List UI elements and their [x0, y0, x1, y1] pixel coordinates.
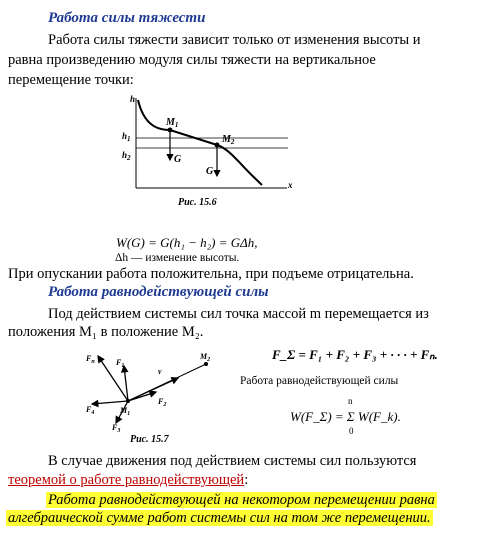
- f1-label: $F_1$: [116, 358, 125, 369]
- f2-label: $F_2$: [158, 397, 167, 408]
- m1-label: $M_1$: [120, 406, 131, 417]
- paragraph-line: Работа силы тяжести зависит только от изменения высоты и: [48, 32, 421, 48]
- fn-label: $F_n$: [86, 354, 95, 365]
- h1-label: $h_1$: [122, 131, 131, 143]
- highlighted-statement: Работа равнодействующей на некотором перемещении равна: [48, 492, 435, 508]
- force-f4-arrow: [92, 401, 128, 404]
- axis-x-label: x: [288, 180, 293, 190]
- highlighted-statement: алгебраической сумме работ системы сил на том же перемещении.: [8, 510, 431, 526]
- f4-label: $F_4$: [86, 405, 95, 416]
- point-m1: [126, 399, 130, 403]
- axis-h-label: h: [130, 94, 136, 104]
- paragraph-line: При опускании работа положительна, при подъеме отрицательна.: [8, 266, 414, 282]
- heading-gravity-work: Работа силы тяжести: [48, 10, 206, 26]
- h2-label: $h_2$: [122, 150, 131, 162]
- figure-caption: Рис. 15.6: [178, 197, 217, 208]
- paragraph-line: положения M₁ в положение M₂.: [8, 324, 204, 340]
- highlighted-line: [46, 490, 437, 510]
- paragraph-line: Под действием системы сил точка массой m перемещается из: [48, 306, 429, 322]
- figure-15-7: [78, 346, 228, 441]
- g1-label: G: [174, 154, 182, 165]
- highlighted-line: [6, 508, 433, 528]
- m1-label: $M_1$: [166, 117, 179, 129]
- paragraph-line: В случае движения под действием системы сил пользуются: [48, 453, 417, 469]
- resultant-work-label: Работа равнодействующей силы: [240, 375, 399, 387]
- sum-upper-limit: n: [348, 396, 353, 406]
- trajectory-curve: [138, 100, 262, 185]
- resultant-sum-formula: F_Σ = F₁ + F₂ + F₃ + · · · + Fₙ.: [272, 347, 438, 362]
- resultant-work-formula: W(F_Σ) = Σ W(F_k).: [290, 409, 401, 424]
- m2-label: $M_2$: [222, 134, 235, 146]
- gravity-work-formula: W(G) = G(h₁ − h₂) = GΔh,: [116, 235, 258, 250]
- v-label: v: [158, 367, 162, 376]
- m2-label: $M_2$: [200, 352, 211, 363]
- sum-lower-limit: 0: [349, 426, 354, 436]
- velocity-arrow: [128, 378, 178, 401]
- paragraph-line: равна произведению модуля силы тяжести на вертикальное: [8, 52, 376, 68]
- theorem-link-line: теоремой о работе равнодействующей:: [8, 472, 249, 488]
- heading-resultant-work: Работа равнодействующей силы: [48, 284, 269, 300]
- theorem-link[interactable]: теоремой о работе равнодействующей: [8, 472, 245, 488]
- paragraph-line: перемещение точки:: [8, 72, 134, 88]
- formula-note: Δh — изменение высоты.: [115, 252, 240, 264]
- figure-caption: Рис. 15.7: [130, 434, 169, 445]
- force-f2-arrow: [128, 392, 156, 401]
- f3-label: $F_3$: [112, 423, 121, 434]
- g2-label: G: [206, 166, 214, 177]
